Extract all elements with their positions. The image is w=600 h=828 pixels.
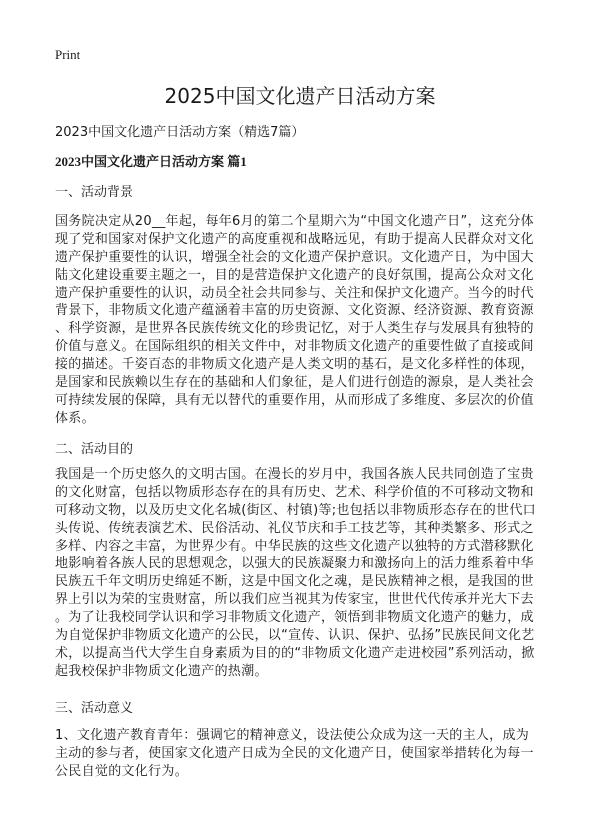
page-title: 2025中国文化遗产日活动方案	[164, 84, 436, 108]
section-heading-significance: 三、活动意义	[55, 701, 134, 716]
paragraph-line: 民族五千年文明历史绵延不断，这是中国文化之魂，是民族精神之根，是我国的世	[55, 574, 534, 590]
section-paragraph-background	[55, 213, 534, 428]
document-subtitle: 2023中国文化遗产日活动方案（精选7篇）	[55, 125, 305, 140]
paragraph-line: 地影响着各族人民的思想观念，以强大的民族凝聚力和激扬向上的活力维系着中华	[55, 556, 534, 572]
paragraph-line: 陆文化建设重要主题之一，目的是营造保护文化遗产的良好氛围，提高公众对文化	[55, 267, 534, 283]
article-heading: 2023中国文化遗产日活动方案 篇1	[55, 154, 247, 169]
paragraph-line: 价值与意义。在国际组织的相关文件中，对非物质文化遗产的重要性做了直接或间	[55, 339, 534, 355]
paragraph-line: 是国家和民族赖以生存在的基础和人们象征，是人们进行创造的源泉，是人类社会	[55, 375, 534, 391]
paragraph-line: 。为了让我校同学认识和学习非物质文化遗产，领悟到非物质文化遗产的魅力，成	[55, 610, 534, 626]
paragraph-line: 主动的参与者，使国家文化遗产日成为全民的文化遗产日，使国家举措转化为每一	[55, 745, 534, 761]
paragraph-line: 可持续发展的保障，具有无以替代的重要作用，从而形成了多维度、多层次的价值	[55, 392, 534, 408]
paragraph-line: 我国是一个历史悠久的文明古国。在漫长的岁月中，我国各族人民共同创造了宝贵	[55, 467, 534, 482]
paragraph-line: 为自觉保护非物质文化遗产的公民，以“宣传、认识、保护、弘扬”民族民间文化艺	[55, 628, 535, 644]
paragraph-line: 遗产保护重要性的认识，增强全社会的文化遗产保护意识。文化遗产日，为中国大	[55, 249, 534, 265]
paragraph-line: 起我校保护非物质文化遗产的热潮。	[55, 663, 268, 679]
paragraph-line: 遗产保护重要性的认识，动员全社会共同参与、关注和保护文化遗产。当今的时代	[55, 285, 534, 301]
paragraph-line: 术，以提高当代大学生自身素质为目的的“非物质文化遗产走进校园”系列活动，掀	[55, 645, 535, 661]
paragraph-line: 界上引以为荣的宝贵财富，所以我们应当视其为传家宝，世世代代传承并光大下去	[55, 592, 534, 608]
paragraph-line: 多样、内容之丰富，为世界少有。中华民族的这些文化遗产以独特的方式潜移默化	[55, 538, 534, 554]
paragraph-line: 、科学资源，是世界各民族传统文化的珍贵记忆，对于人类生存与发展具有独特的	[55, 321, 534, 337]
paragraph-line: 头传说、传统表演艺术、民俗活动、礼仪节庆和手工技艺等，其种类繁多、形式之	[55, 520, 534, 536]
print-link[interactable]: Print	[55, 47, 81, 62]
section-heading-background: 一、活动背景	[55, 185, 134, 200]
paragraph-line: 公民自觉的文化行为。	[55, 763, 189, 779]
section-paragraph-purpose	[55, 466, 536, 681]
paragraph-line: 接的描述。千姿百态的非物质文化遗产是人类文明的基石，是文化多样性的体现，	[55, 357, 534, 373]
paragraph-line: 现了党和国家对保护文化遗产的高度重视和战略远见，有助于提高人民群众对文化	[55, 231, 534, 247]
paragraph-line: 1、文化遗产教育青年：强调它的精神意义，设法使公众成为这一天的主人，成为	[55, 728, 530, 743]
paragraph-line: 体系。	[55, 410, 95, 426]
paragraph-line: 背景下，非物质文化遗产蕴涵着丰富的历史资源、文化资源、经济资源、教育资源	[55, 303, 534, 319]
paragraph-line: 国务院决定从20__年起，每年6月的第二个星期六为“中国文化遗产日”，这充分体	[55, 214, 534, 229]
paragraph-line: 可移动文物，以及历史文化名城(街区、村镇)等;也包括以非物质形态存在的世代口	[55, 502, 536, 518]
paragraph-line: 的文化财富，包括以物质形态存在的具有历史、艺术、科学价值的不可移动文物和	[55, 484, 534, 500]
section-paragraph-significance	[55, 727, 534, 781]
section-heading-purpose: 二、活动目的	[55, 442, 134, 457]
